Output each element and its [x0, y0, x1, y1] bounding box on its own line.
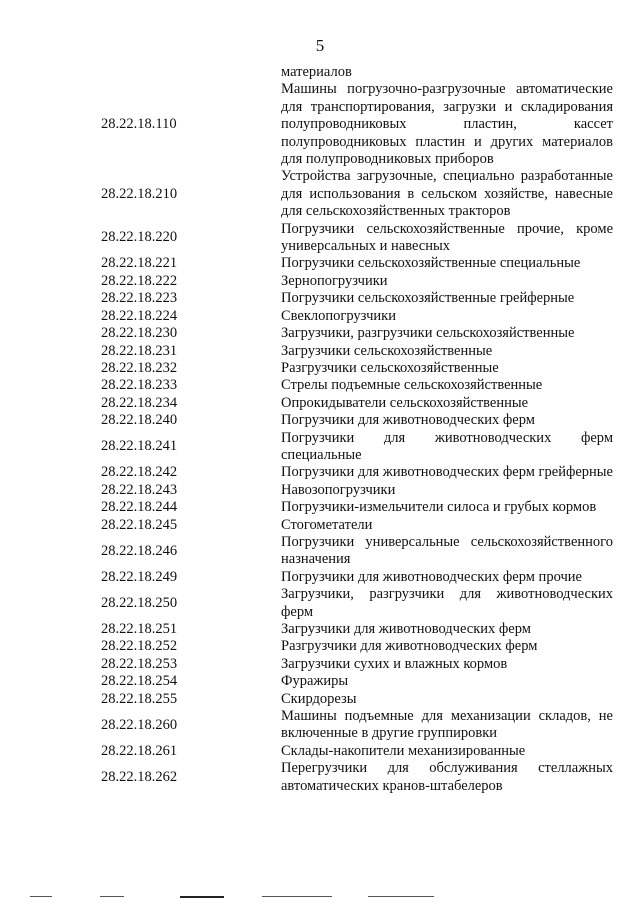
table-row: [88, 255, 600, 272]
classification-code: 28.22.18.260: [101, 716, 178, 733]
scan-mark: [262, 896, 332, 897]
classification-description: Перегрузчики для обслуживания стеллажных автоматических кранов-штабелеров: [281, 760, 613, 794]
classification-description: Загрузчики, разгрузчики сельскохозяйственные: [281, 325, 575, 342]
scan-mark: [180, 896, 224, 898]
table-row: [88, 290, 600, 307]
classification-description: Фуражиры: [281, 673, 349, 690]
table-row: [88, 377, 600, 394]
table-row: [88, 499, 600, 516]
table-row: [88, 760, 613, 795]
classification-code: 28.22.18.255: [101, 690, 178, 707]
classification-description: Стрелы подъемные сельскохозяйственные: [281, 377, 543, 394]
classification-code: 28.22.18.243: [101, 481, 178, 498]
classification-description: Устройства загрузочные, специально разработанные для использования в сельском хозяйстве, навесные для сельскохозяйственных тракторов: [281, 168, 613, 220]
classification-description: Погрузчики для животноводческих ферм прочие: [281, 568, 582, 585]
table-row: [88, 273, 600, 290]
table-row: [88, 517, 600, 534]
table-row: [88, 656, 600, 673]
classification-code: 28.22.18.234: [101, 394, 178, 411]
table-row: [88, 691, 600, 708]
table-row: [88, 220, 613, 256]
table-row: [88, 308, 600, 325]
classification-description: Стогометатели: [281, 516, 373, 533]
classification-code: 28.22.18.246: [101, 542, 178, 559]
table-row: [88, 743, 600, 760]
classification-code: 28.22.18.223: [101, 290, 178, 307]
classification-code: 28.22.18.262: [101, 768, 178, 785]
classification-code: 28.22.18.251: [101, 621, 178, 637]
footer-scan-marks: [30, 893, 470, 901]
classification-description: Зернопогрузчики: [281, 272, 388, 289]
classification-code: 28.22.18.244: [101, 499, 178, 516]
table-row: [88, 64, 600, 81]
classification-description: Склады-накопители механизированные: [281, 742, 526, 759]
classification-description: Опрокидыватели сельскохозяйственные: [281, 394, 529, 411]
table-row: [88, 708, 613, 743]
classification-code: 28.22.18.110: [101, 116, 177, 133]
classification-description: Погрузчики сельскохозяйственные грейферные: [281, 290, 575, 307]
classification-code: 28.22.18.230: [101, 325, 178, 342]
classification-description: Погрузчики универсальные сельскохозяйственного назначения: [281, 533, 613, 568]
table-row: [88, 673, 600, 690]
classification-description: Машины погрузочно-разгрузочные автоматические для транспортирования, загрузки и складирования полупроводниковых пластин, кассет полупроводниковых пластин и других материалов для полупроводниковых приборов: [281, 81, 613, 168]
classification-code: 28.22.18.231: [101, 342, 178, 359]
classification-code: 28.22.18.224: [101, 307, 178, 324]
classification-description: Погрузчики для животноводческих ферм: [281, 412, 535, 429]
classification-code: 28.22.18.249: [101, 568, 178, 585]
classification-description: Загрузчики сухих и влажных кормов: [281, 655, 508, 672]
classification-code: 28.22.18.242: [101, 464, 178, 481]
scan-mark: [368, 896, 434, 897]
table-row: [88, 325, 600, 342]
classification-code: 28.22.18.222: [101, 272, 178, 289]
table-row: [88, 586, 613, 621]
table-row: [88, 360, 600, 377]
classification-description: Загрузчики, разгрузчики для животноводческих ферм: [281, 586, 613, 620]
page-number: 5: [315, 36, 325, 55]
classification-code: 28.22.18.250: [101, 594, 178, 611]
classification-code: 28.22.18.221: [101, 255, 178, 272]
classification-code: 28.22.18.254: [101, 673, 178, 690]
classification-description: Загрузчики для животноводческих ферм: [281, 621, 531, 637]
table-row: [88, 343, 600, 360]
table-row: [88, 569, 600, 586]
table-row: [88, 482, 600, 499]
table-row: [88, 621, 600, 638]
table-row: [88, 81, 613, 168]
classification-code: 28.22.18.210: [101, 185, 178, 202]
classification-code: 28.22.18.233: [101, 377, 178, 394]
classification-code: 28.22.18.252: [101, 638, 178, 655]
classification-description: Свеклопогрузчики: [281, 307, 396, 324]
classification-description: Навозопогрузчики: [281, 481, 396, 498]
classification-description: Погрузчики для животноводческих ферм грейферные: [281, 464, 613, 481]
classification-code: 28.22.18.241: [101, 438, 178, 455]
classification-description: Скирдорезы: [281, 690, 357, 707]
classification-description: Погрузчики-измельчители силоса и грубых кормов: [281, 499, 597, 516]
table-row: [88, 638, 600, 655]
table-row: [88, 533, 613, 569]
classification-description: Погрузчики сельскохозяйственные прочие, кроме универсальных и навесных: [281, 220, 613, 255]
classification-code: 28.22.18.240: [101, 412, 178, 429]
classification-description: Машины подъемные для механизации складов, не включенные в другие группировки: [281, 708, 613, 742]
classification-description: Загрузчики сельскохозяйственные: [281, 342, 493, 359]
table-row: [88, 168, 613, 220]
classification-code: 28.22.18.245: [101, 516, 178, 533]
classification-description: Разгрузчики для животноводческих ферм: [281, 638, 538, 655]
table-row: [88, 464, 613, 481]
scan-mark: [30, 896, 52, 897]
classification-code: 28.22.18.232: [101, 359, 178, 376]
classification-description: материалов: [281, 64, 352, 80]
classification-code: 28.22.18.261: [101, 742, 178, 759]
classification-description: Погрузчики для животноводческих ферм специальные: [281, 429, 613, 463]
classification-code: 28.22.18.253: [101, 655, 178, 672]
classification-description: Погрузчики сельскохозяйственные специальные: [281, 255, 581, 272]
table-row: [88, 395, 600, 412]
scan-mark: [100, 896, 124, 897]
table-row: [88, 412, 600, 429]
table-row: [88, 429, 613, 465]
classification-description: Разгрузчики сельскохозяйственные: [281, 359, 499, 376]
classification-code: 28.22.18.220: [101, 229, 178, 246]
classification-table: [88, 64, 613, 795]
